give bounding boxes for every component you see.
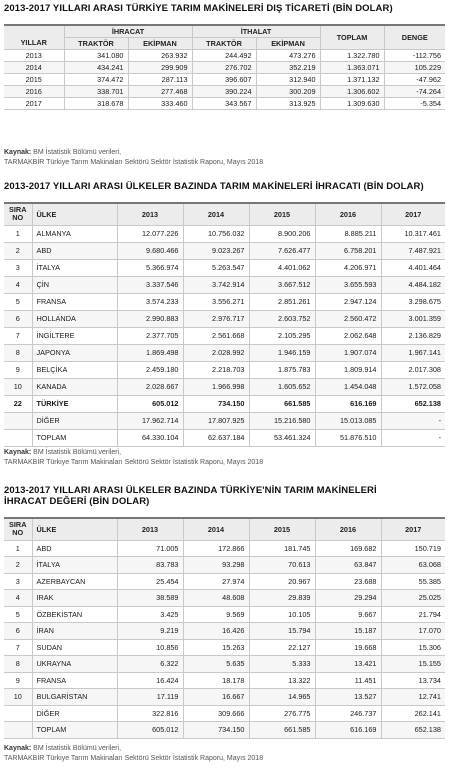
value-cell: 3.667.512: [249, 276, 315, 293]
value-cell: 2.062.648: [315, 327, 381, 344]
rank-cell: 4: [4, 590, 32, 607]
country-cell: SUDAN: [32, 639, 117, 656]
equipment-imports-cell: 473.276: [256, 49, 320, 61]
tractor-imports-cell: 244.492: [192, 49, 256, 61]
rank-cell: 4: [4, 276, 32, 293]
value-cell: 2.990.883: [117, 310, 183, 327]
table-row: [4, 276, 445, 293]
value-cell: 169.682: [315, 540, 381, 557]
header-balance: DENGE: [384, 25, 445, 49]
country-cell: TÜRKİYE: [32, 395, 117, 412]
value-cell: 605.012: [117, 395, 183, 412]
header-tractor-exports: TRAKTÖR: [64, 37, 128, 49]
table-row: [4, 73, 445, 85]
section1-title: 2013-2017 YILLARI ARASI TÜRKİYE TARIM MAKİNELERİ DIŞ TİCARETİ (BİN DOLAR): [4, 3, 393, 14]
value-cell: 21.794: [381, 606, 445, 623]
value-cell: 2.851.261: [249, 293, 315, 310]
table-row: [4, 378, 445, 395]
value-cell: 1.966.998: [183, 378, 249, 395]
value-cell: 12.077.226: [117, 225, 183, 242]
value-cell: 2.028.992: [183, 344, 249, 361]
table-row: [4, 85, 445, 97]
tractor-imports-cell: 396.607: [192, 73, 256, 85]
value-cell: 661.585: [249, 722, 315, 739]
table-row: [4, 327, 445, 344]
value-cell: 10.105: [249, 606, 315, 623]
country-cell: İTALYA: [32, 259, 117, 276]
table-row: [4, 606, 445, 623]
country-cell: IRAK: [32, 590, 117, 607]
value-cell: 181.745: [249, 540, 315, 557]
value-cell: 9.680.466: [117, 242, 183, 259]
country-cell: KANADA: [32, 378, 117, 395]
section1-source: [4, 148, 263, 167]
rank-cell: 8: [4, 344, 32, 361]
country-cell: FRANSA: [32, 293, 117, 310]
value-cell: 2.603.752: [249, 310, 315, 327]
value-cell: 605.012: [117, 722, 183, 739]
value-cell: 16.424: [117, 672, 183, 689]
equipment-imports-cell: 300.209: [256, 85, 320, 97]
rank-cell: 7: [4, 639, 32, 656]
value-cell: 322.816: [117, 705, 183, 722]
value-cell: 5.366.974: [117, 259, 183, 276]
equipment-exports-cell: 299.909: [128, 61, 192, 73]
rank-cell: 8: [4, 656, 32, 673]
value-cell: 64.330.104: [117, 429, 183, 446]
value-cell: 15.155: [381, 656, 445, 673]
value-cell: 1.869.498: [117, 344, 183, 361]
turkey-exports-table: [4, 517, 445, 739]
header-rank-line1: SIRA: [9, 520, 27, 530]
country-cell: ALMANYA: [32, 225, 117, 242]
value-cell: 172.866: [183, 540, 249, 557]
table-row: [4, 61, 445, 73]
table-row: [4, 689, 445, 706]
table-row: [4, 395, 445, 412]
value-cell: 262.141: [381, 705, 445, 722]
header-country: ÜLKE: [32, 518, 117, 540]
value-cell: -: [381, 412, 445, 429]
balance-cell: -47.962: [384, 73, 445, 85]
table-row: [4, 557, 445, 574]
value-cell: 616.169: [315, 722, 381, 739]
value-cell: 309.666: [183, 705, 249, 722]
value-cell: 4.401.062: [249, 259, 315, 276]
total-cell: 1.371.132: [320, 73, 384, 85]
tractor-imports-cell: 343.567: [192, 97, 256, 109]
rank-cell: 6: [4, 623, 32, 640]
value-cell: 661.585: [249, 395, 315, 412]
table-row: [4, 590, 445, 607]
value-cell: 4.206.971: [315, 259, 381, 276]
country-cell: BULGARİSTAN: [32, 689, 117, 706]
value-cell: 13.421: [315, 656, 381, 673]
value-cell: 10.317.461: [381, 225, 445, 242]
value-cell: 17.070: [381, 623, 445, 640]
value-cell: 734.150: [183, 722, 249, 739]
value-cell: 652.138: [381, 722, 445, 739]
source-label: Kaynak:: [4, 149, 32, 156]
country-cell: FRANSA: [32, 672, 117, 689]
source-label: Kaynak:: [4, 449, 32, 456]
value-cell: 12.741: [381, 689, 445, 706]
section3-title-line1: 2013-2017 YILLARI ARASI ÜLKELER BAZINDA TÜRKİYE'NİN TARIM MAKİNELERİ: [4, 485, 377, 496]
value-cell: 7.626.477: [249, 242, 315, 259]
country-cell: İTALYA: [32, 557, 117, 574]
rank-cell: 3: [4, 259, 32, 276]
table-row: [4, 259, 445, 276]
header-equipment-exports: EKİPMAN: [128, 37, 192, 49]
value-cell: 2.218.703: [183, 361, 249, 378]
value-cell: -: [381, 429, 445, 446]
value-cell: 23.688: [315, 573, 381, 590]
value-cell: 2.377.705: [117, 327, 183, 344]
header-rank: [4, 203, 32, 225]
equipment-imports-cell: 313.925: [256, 97, 320, 109]
header-year: 2014: [183, 203, 249, 225]
header-total: TOPLAM: [320, 25, 384, 49]
table-row: [4, 242, 445, 259]
header-rank: [4, 518, 32, 540]
rank-cell: 9: [4, 361, 32, 378]
value-cell: 62.637.184: [183, 429, 249, 446]
country-exports-table: [4, 202, 445, 447]
country-cell: İNGİLTERE: [32, 327, 117, 344]
value-cell: 18.178: [183, 672, 249, 689]
value-cell: 5.635: [183, 656, 249, 673]
header-equipment-imports: EKİPMAN: [256, 37, 320, 49]
year-cell: 2013: [4, 49, 64, 61]
table-row: [4, 225, 445, 242]
header-years: YILLAR: [4, 25, 64, 49]
rank-cell: 6: [4, 310, 32, 327]
section3-source: [4, 744, 263, 763]
value-cell: 1.967.141: [381, 344, 445, 361]
header-exports: İHRACAT: [64, 25, 192, 37]
value-cell: 3.742.914: [183, 276, 249, 293]
source-line2: TARMAKBİR Türkiye Tarım Makinaları Sektörü Sektör İstatistik Raporu, Mayıs 2018: [4, 158, 264, 166]
year-cell: 2015: [4, 73, 64, 85]
source-text: BM İstatistik Bölümü verileri,: [31, 745, 122, 752]
foreign-trade-table: [4, 24, 445, 110]
balance-cell: -112.756: [384, 49, 445, 61]
rank-cell: [4, 722, 32, 739]
table-row: [4, 49, 445, 61]
value-cell: 48.608: [183, 590, 249, 607]
value-cell: 15.306: [381, 639, 445, 656]
table-row: [4, 344, 445, 361]
value-cell: 616.169: [315, 395, 381, 412]
section2-source: [4, 448, 263, 467]
country-cell: ABD: [32, 540, 117, 557]
value-cell: 2.028.667: [117, 378, 183, 395]
value-cell: 15.794: [249, 623, 315, 640]
rank-cell: 5: [4, 606, 32, 623]
value-cell: 3.655.593: [315, 276, 381, 293]
equipment-exports-cell: 277.468: [128, 85, 192, 97]
value-cell: 13.734: [381, 672, 445, 689]
value-cell: 63.847: [315, 557, 381, 574]
equipment-exports-cell: 333.460: [128, 97, 192, 109]
value-cell: 8.900.206: [249, 225, 315, 242]
value-cell: 29.294: [315, 590, 381, 607]
header-tractor-imports: TRAKTÖR: [192, 37, 256, 49]
rank-cell: 3: [4, 573, 32, 590]
value-cell: 71.005: [117, 540, 183, 557]
value-cell: 16.426: [183, 623, 249, 640]
rank-cell: 10: [4, 378, 32, 395]
value-cell: 1.875.783: [249, 361, 315, 378]
balance-cell: -5.354: [384, 97, 445, 109]
header-year: 2017: [381, 518, 445, 540]
table-row: [4, 361, 445, 378]
value-cell: 4.401.464: [381, 259, 445, 276]
value-cell: 15.263: [183, 639, 249, 656]
value-cell: 29.839: [249, 590, 315, 607]
value-cell: 17.119: [117, 689, 183, 706]
rank-cell: 10: [4, 689, 32, 706]
header-imports: İTHALAT: [192, 25, 320, 37]
value-cell: 3.556.271: [183, 293, 249, 310]
rank-cell: 1: [4, 225, 32, 242]
source-text: BM İstatistik Bölümü verileri,: [31, 149, 122, 156]
header-year: 2016: [315, 518, 381, 540]
value-cell: 6.758.201: [315, 242, 381, 259]
country-cell: HOLLANDA: [32, 310, 117, 327]
equipment-exports-cell: 287.113: [128, 73, 192, 85]
header-rank-line1: SIRA: [9, 205, 27, 215]
total-cell: 1.363.071: [320, 61, 384, 73]
value-cell: 3.425: [117, 606, 183, 623]
header-year: 2015: [249, 203, 315, 225]
header-year: 2017: [381, 203, 445, 225]
rank-cell: [4, 429, 32, 446]
value-cell: 53.461.324: [249, 429, 315, 446]
value-cell: 2.947.124: [315, 293, 381, 310]
header-year: 2015: [249, 518, 315, 540]
value-cell: 6.322: [117, 656, 183, 673]
header-year: 2014: [183, 518, 249, 540]
value-cell: 3.298.675: [381, 293, 445, 310]
value-cell: 5.333: [249, 656, 315, 673]
value-cell: 27.974: [183, 573, 249, 590]
equipment-imports-cell: 352.219: [256, 61, 320, 73]
value-cell: 1.605.652: [249, 378, 315, 395]
value-cell: 15.013.085: [315, 412, 381, 429]
rank-cell: 5: [4, 293, 32, 310]
value-cell: 70.613: [249, 557, 315, 574]
table-row: [4, 672, 445, 689]
header-country: ÜLKE: [32, 203, 117, 225]
balance-cell: 105.229: [384, 61, 445, 73]
total-cell: 1.306.602: [320, 85, 384, 97]
value-cell: 9.569: [183, 606, 249, 623]
year-cell: 2016: [4, 85, 64, 97]
value-cell: 9.023.267: [183, 242, 249, 259]
value-cell: 63.068: [381, 557, 445, 574]
header-year: 2013: [117, 518, 183, 540]
value-cell: 16.667: [183, 689, 249, 706]
tractor-exports-cell: 338.701: [64, 85, 128, 97]
table-row: [4, 429, 445, 446]
header-rank-line2: NO: [12, 528, 24, 538]
year-cell: 2017: [4, 97, 64, 109]
country-cell: ÇİN: [32, 276, 117, 293]
country-cell: TOPLAM: [32, 429, 117, 446]
table-row: [4, 656, 445, 673]
table-row: [4, 97, 445, 109]
table-row: [4, 623, 445, 640]
value-cell: 25.454: [117, 573, 183, 590]
total-cell: 1.322.780: [320, 49, 384, 61]
value-cell: 4.484.182: [381, 276, 445, 293]
section3-title-line2: İHRACAT DEĞERİ (BİN DOLAR): [4, 496, 150, 507]
table-row: [4, 722, 445, 739]
source-line2: TARMAKBİR Türkiye Tarım Makinaları Sektörü Sektör İstatistik Raporu, Mayıs 2018: [4, 754, 264, 762]
value-cell: 25.025: [381, 590, 445, 607]
value-cell: 17.962.714: [117, 412, 183, 429]
value-cell: 17.807.925: [183, 412, 249, 429]
tractor-exports-cell: 341.080: [64, 49, 128, 61]
rank-cell: 22: [4, 395, 32, 412]
value-cell: 11.451: [315, 672, 381, 689]
table-row: [4, 639, 445, 656]
value-cell: 1.907.074: [315, 344, 381, 361]
value-cell: 38.589: [117, 590, 183, 607]
value-cell: 9.219: [117, 623, 183, 640]
value-cell: 1.946.159: [249, 344, 315, 361]
tractor-exports-cell: 374.472: [64, 73, 128, 85]
value-cell: 2.136.829: [381, 327, 445, 344]
equipment-exports-cell: 263.932: [128, 49, 192, 61]
country-cell: ÖZBEKİSTAN: [32, 606, 117, 623]
value-cell: 8.885.211: [315, 225, 381, 242]
table-row: [4, 293, 445, 310]
value-cell: 55.385: [381, 573, 445, 590]
country-cell: ABD: [32, 242, 117, 259]
value-cell: 19.668: [315, 639, 381, 656]
value-cell: 1.454.048: [315, 378, 381, 395]
value-cell: 10.756.032: [183, 225, 249, 242]
value-cell: 2.561.668: [183, 327, 249, 344]
value-cell: 83.783: [117, 557, 183, 574]
year-cell: 2014: [4, 61, 64, 73]
rank-cell: 1: [4, 540, 32, 557]
header-rank-line2: NO: [12, 213, 24, 223]
value-cell: 10.856: [117, 639, 183, 656]
rank-cell: 2: [4, 557, 32, 574]
rank-cell: 9: [4, 672, 32, 689]
section2-title: 2013-2017 YILLARI ARASI ÜLKELER BAZINDA TARIM MAKİNELERİ İHRACATI (BİN DOLAR): [4, 181, 424, 192]
value-cell: 7.487.921: [381, 242, 445, 259]
value-cell: 1.572.058: [381, 378, 445, 395]
source-label: Kaynak:: [4, 745, 32, 752]
tractor-exports-cell: 434.241: [64, 61, 128, 73]
value-cell: 652.138: [381, 395, 445, 412]
value-cell: 2.560.472: [315, 310, 381, 327]
value-cell: 246.737: [315, 705, 381, 722]
value-cell: 15.216.580: [249, 412, 315, 429]
total-cell: 1.309.630: [320, 97, 384, 109]
value-cell: 3.574.233: [117, 293, 183, 310]
table-row: [4, 310, 445, 327]
section3-title: [4, 485, 377, 507]
source-line2: TARMAKBİR Türkiye Tarım Makinaları Sektörü Sektör İstatistik Raporu, Mayıs 2018: [4, 458, 264, 466]
value-cell: 14.965: [249, 689, 315, 706]
value-cell: 2.017.308: [381, 361, 445, 378]
balance-cell: -74.264: [384, 85, 445, 97]
value-cell: 15.187: [315, 623, 381, 640]
value-cell: 51.876.510: [315, 429, 381, 446]
tractor-imports-cell: 276.702: [192, 61, 256, 73]
value-cell: 5.263.547: [183, 259, 249, 276]
value-cell: 2.976.717: [183, 310, 249, 327]
tractor-imports-cell: 390.224: [192, 85, 256, 97]
country-cell: İRAN: [32, 623, 117, 640]
table-row: [4, 540, 445, 557]
equipment-imports-cell: 312.940: [256, 73, 320, 85]
value-cell: 3.337.546: [117, 276, 183, 293]
value-cell: 734.150: [183, 395, 249, 412]
value-cell: 150.719: [381, 540, 445, 557]
value-cell: 3.001.359: [381, 310, 445, 327]
value-cell: 2.459.180: [117, 361, 183, 378]
value-cell: 93.298: [183, 557, 249, 574]
rank-cell: [4, 412, 32, 429]
country-cell: UKRAYNA: [32, 656, 117, 673]
value-cell: 1.809.914: [315, 361, 381, 378]
value-cell: 13.322: [249, 672, 315, 689]
rank-cell: 7: [4, 327, 32, 344]
rank-cell: [4, 705, 32, 722]
country-cell: DİĞER: [32, 412, 117, 429]
value-cell: 2.105.295: [249, 327, 315, 344]
value-cell: 20.967: [249, 573, 315, 590]
tractor-exports-cell: 318.678: [64, 97, 128, 109]
value-cell: 22.127: [249, 639, 315, 656]
table-row: [4, 412, 445, 429]
value-cell: 9.667: [315, 606, 381, 623]
country-cell: AZERBAYCAN: [32, 573, 117, 590]
country-cell: DİĞER: [32, 705, 117, 722]
country-cell: JAPONYA: [32, 344, 117, 361]
value-cell: 13.527: [315, 689, 381, 706]
header-year: 2013: [117, 203, 183, 225]
table-row: [4, 705, 445, 722]
rank-cell: 2: [4, 242, 32, 259]
country-cell: BELÇİKA: [32, 361, 117, 378]
table-row: [4, 573, 445, 590]
header-year: 2016: [315, 203, 381, 225]
country-cell: TOPLAM: [32, 722, 117, 739]
value-cell: 276.775: [249, 705, 315, 722]
source-text: BM İstatistik Bölümü verileri,: [31, 449, 122, 456]
